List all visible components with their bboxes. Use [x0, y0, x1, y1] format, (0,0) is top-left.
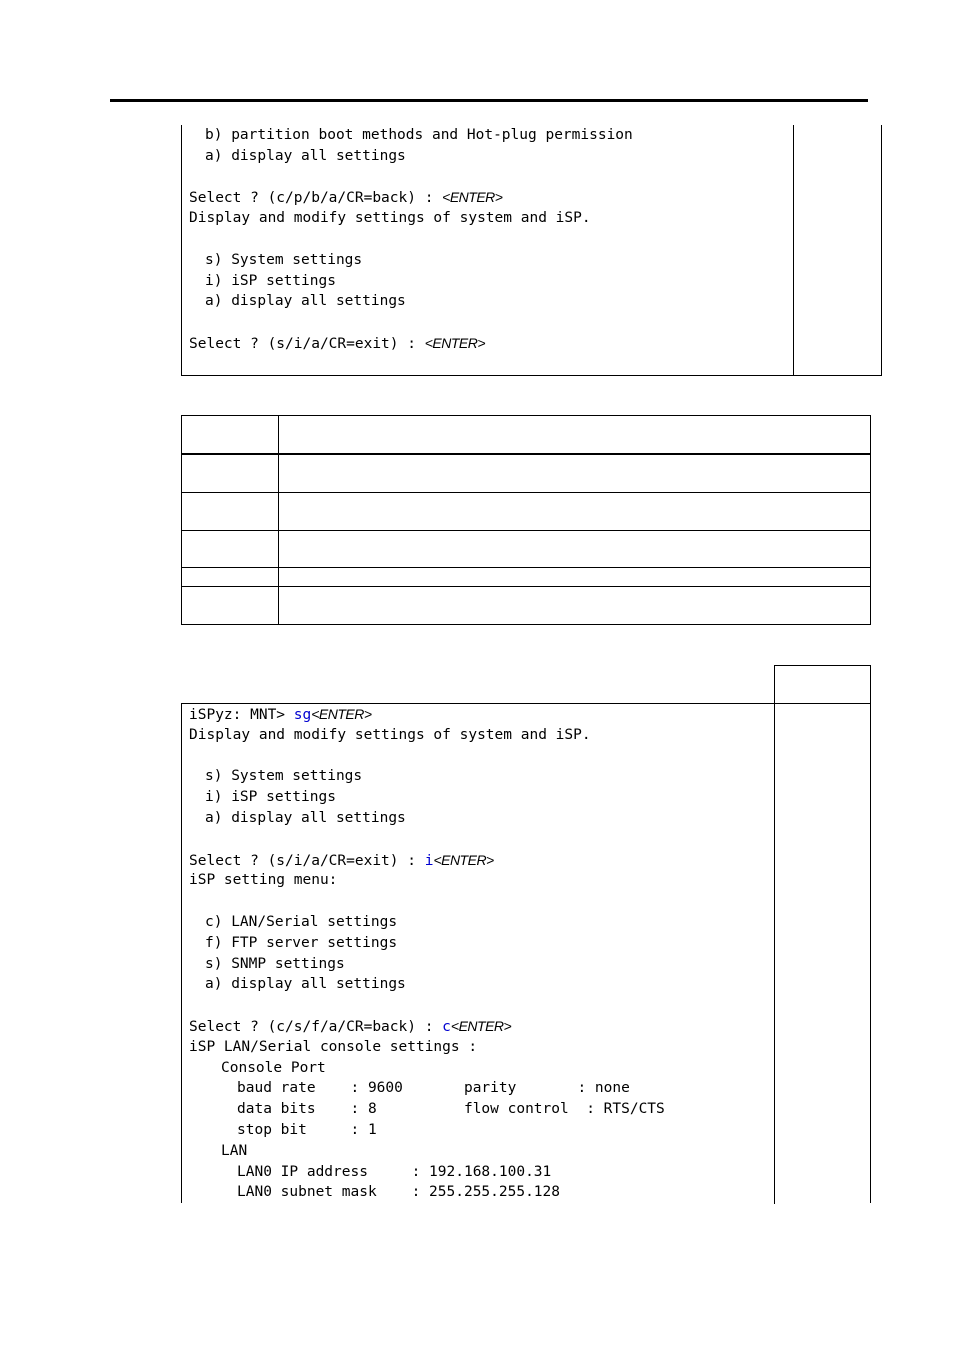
enter-key-label: <ENTER> [450, 1018, 512, 1034]
terminal-line [189, 766, 362, 787]
table-row-divider [182, 586, 870, 587]
terminal-line [189, 333, 485, 354]
terminal-line-text: LAN0 IP address : 192.168.100.31 [237, 1163, 552, 1180]
terminal-line-text: LAN0 subnet mask : 255.255.255.128 [237, 1184, 561, 1201]
terminal-line [189, 187, 502, 208]
terminal-line [189, 146, 406, 167]
table-row-divider [182, 530, 870, 531]
terminal-line-text: f) FTP server settings [205, 934, 398, 951]
top-terminal-text [189, 125, 789, 375]
terminal-line [189, 1162, 551, 1183]
terminal-line-text: s) System settings [205, 251, 363, 268]
terminal-line-text: s) System settings [205, 768, 363, 785]
terminal-line [189, 1182, 560, 1203]
terminal-line [189, 933, 397, 954]
bottom-terminal-divider [774, 704, 775, 1204]
terminal-line-text: iSP LAN/Serial console settings : [189, 1038, 478, 1055]
terminal-line [189, 974, 406, 995]
terminal-line-text: Console Port [221, 1059, 326, 1076]
terminal-line-text: Select ? (c/s/f/a/CR=back) : [189, 1019, 443, 1035]
terminal-line-text: b) partition boot methods and Hot-plug permission [205, 127, 633, 143]
terminal-line [189, 912, 397, 933]
terminal-line-text: iSP setting menu: [189, 872, 338, 889]
terminal-line-text: data bits : 8 flow control : RTS/CTS [237, 1101, 665, 1118]
terminal-line [189, 1141, 247, 1162]
terminal-line-text: baud rate : 9600 parity : none [237, 1080, 630, 1097]
terminal-line-text: i) iSP settings [205, 789, 336, 806]
terminal-line [189, 850, 494, 871]
terminal-line [189, 1037, 477, 1058]
user-input: c [442, 1019, 451, 1035]
terminal-line [189, 725, 591, 746]
user-input: i [424, 852, 434, 869]
empty-table [181, 415, 871, 625]
table-row-divider [182, 492, 870, 493]
terminal-line-text: Display and modify settings of system and iSP. [189, 210, 591, 227]
terminal-line [189, 271, 336, 292]
top-terminal-box [181, 125, 882, 376]
terminal-line [189, 954, 345, 975]
terminal-line [189, 125, 633, 146]
terminal-line [189, 870, 337, 891]
table-row-divider [182, 567, 870, 568]
terminal-line-text: Select ? (c/p/b/a/CR=back) : [189, 190, 443, 207]
terminal-line [189, 1120, 377, 1141]
table-column-divider [278, 416, 279, 624]
terminal-line [189, 291, 406, 312]
bottom-terminal-text [189, 704, 773, 1203]
terminal-line [189, 808, 406, 829]
terminal-line-text: iSPyz: MNT> [189, 707, 294, 723]
terminal-line-text: i) iSP settings [205, 272, 336, 289]
terminal-line [189, 250, 362, 271]
terminal-line-text: c) LAN/Serial settings [205, 914, 398, 930]
enter-key-label: <ENTER> [442, 189, 503, 206]
terminal-line-text: a) display all settings [205, 147, 406, 164]
terminal-line-text: s) SNMP settings [205, 955, 345, 972]
terminal-line [189, 1099, 665, 1120]
terminal-line-text: Select ? (s/i/a/CR=exit) : [189, 336, 425, 352]
terminal-line [189, 1058, 326, 1079]
enter-key-label: <ENTER> [311, 706, 372, 722]
terminal-line-text: a) display all settings [205, 293, 406, 310]
terminal-line-text: Select ? (s/i/a/CR=exit) : [189, 852, 425, 869]
user-input: sg [293, 707, 312, 723]
bottom-terminal-box [181, 703, 871, 1203]
terminal-line-text: a) display all settings [205, 976, 406, 993]
bottom-terminal-side-header [774, 665, 871, 704]
enter-key-label: <ENTER> [424, 335, 486, 351]
terminal-line [189, 1078, 630, 1099]
terminal-line [189, 1016, 511, 1037]
terminal-line-text: stop bit : 1 [237, 1122, 377, 1138]
table-header-divider [182, 453, 870, 455]
terminal-line-text: Display and modify settings of system and iSP. [189, 726, 591, 743]
terminal-line [189, 208, 591, 229]
header-rule [110, 99, 868, 102]
top-terminal-divider [793, 125, 794, 375]
terminal-line-text: a) display all settings [205, 810, 406, 826]
terminal-line-text: LAN [221, 1142, 248, 1159]
enter-key-label: <ENTER> [433, 851, 494, 868]
terminal-line [189, 787, 336, 808]
terminal-line [189, 704, 372, 725]
